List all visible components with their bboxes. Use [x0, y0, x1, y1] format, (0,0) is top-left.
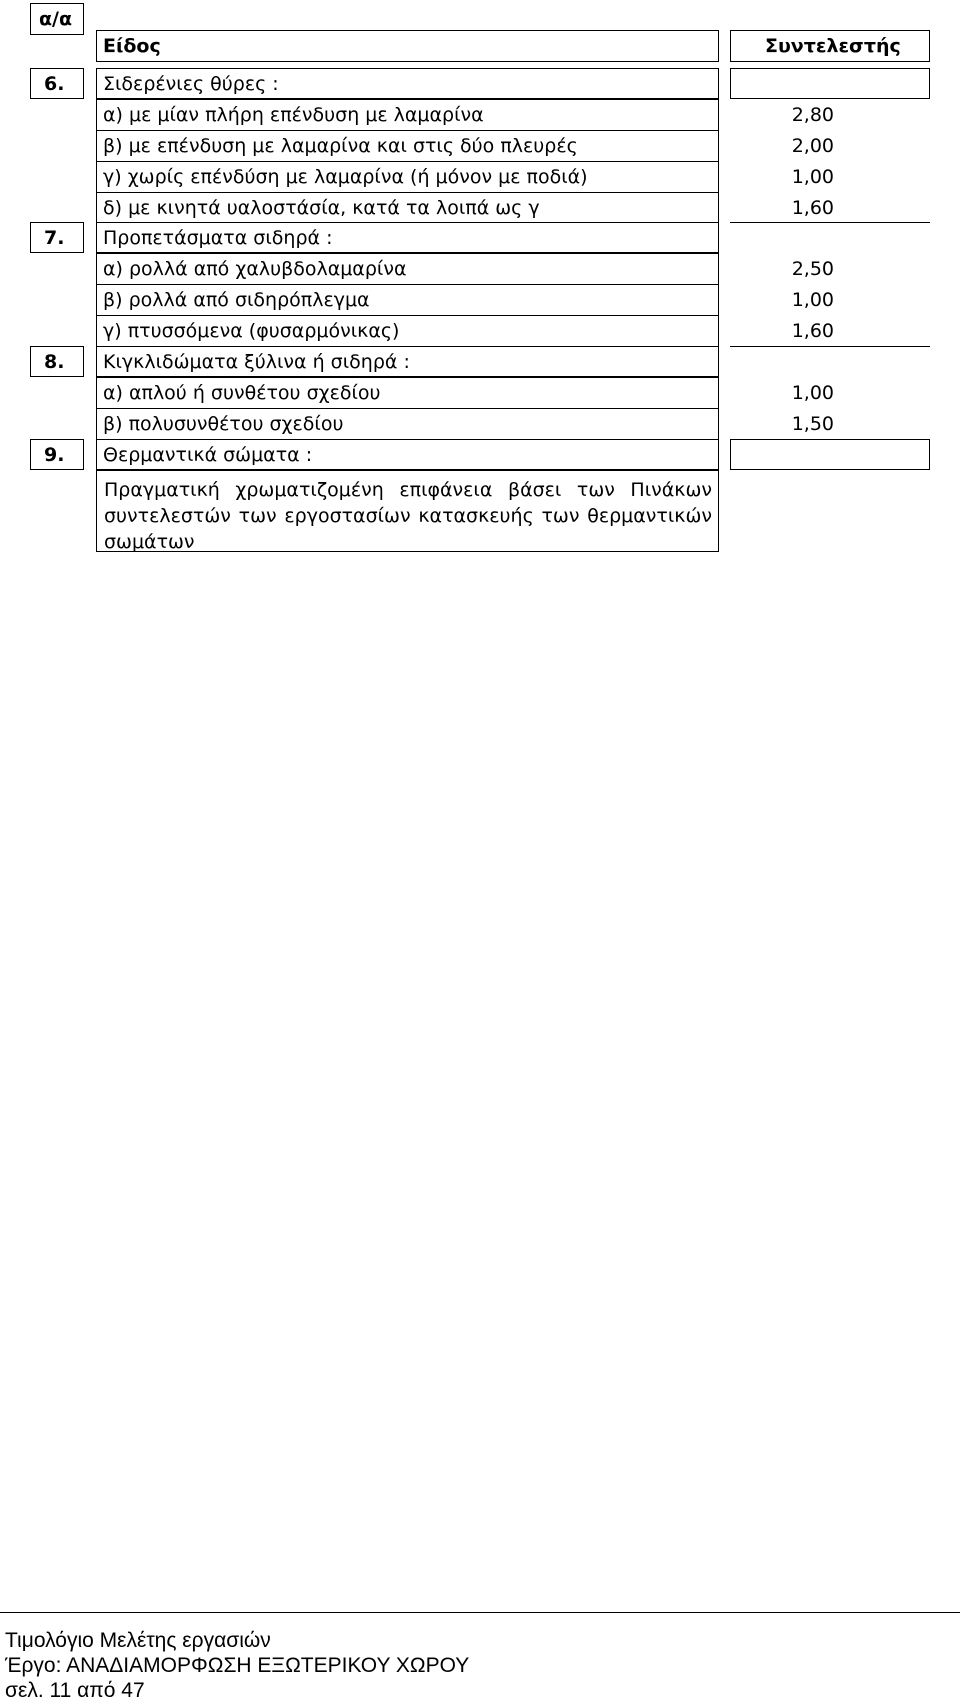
row-divider [96, 130, 719, 131]
item-value: 1,50 [791, 413, 834, 435]
row-divider [96, 192, 719, 193]
section-number: 7. [44, 227, 65, 249]
item-text: γ) πτυσσόμενα (φυσαρμόνικας) [103, 320, 400, 342]
section-value-box [730, 68, 930, 99]
item-value: 1,00 [791, 289, 834, 311]
aa-header-label: α/α [39, 8, 73, 30]
eidos-header-box [96, 30, 719, 62]
item-text: β) πολυσυνθέτου σχεδίου [103, 413, 344, 435]
footer-rule [0, 1612, 960, 1613]
footer-document-title: Τιμολόγιο Μελέτης εργασιών [5, 1629, 271, 1652]
section-title: Προπετάσματα σιδηρά : [103, 227, 333, 249]
section-title: Σιδερένιες θύρες : [103, 73, 279, 95]
item-text: δ) με κινητά υαλοστάσία, κατά τα λοιπά ως γ [103, 197, 540, 219]
section-value-box [730, 439, 930, 470]
item-text: α) απλού ή συνθέτου σχεδίου [103, 382, 381, 404]
row-divider [96, 408, 719, 409]
syntelestis-header-label: Συντελεστής [765, 35, 901, 57]
section-number: 8. [44, 351, 65, 373]
section-end-line [730, 222, 930, 223]
row-divider [96, 315, 719, 316]
section-title: Θερμαντικά σώματα : [103, 444, 313, 466]
footer-project-name: Έργο: ΑΝΑΔΙΑΜΟΡΦΩΣΗ ΕΞΩΤΕΡΙΚΟΥ ΧΩΡΟΥ [5, 1654, 470, 1677]
item-value: 1,60 [791, 320, 834, 342]
eidos-header-label: Είδος [103, 35, 161, 57]
item-value: 2,00 [791, 135, 834, 157]
item-text: α) με μίαν πλήρη επένδυση με λαμαρίνα [103, 104, 484, 126]
section-number: 6. [44, 73, 65, 95]
section-title: Κιγκλιδώματα ξύλινα ή σιδηρά : [103, 351, 410, 373]
item-text: β) με επένδυση με λαμαρίνα και στις δύο πλευρές [103, 135, 578, 157]
item-value: 1,00 [791, 166, 834, 188]
section-number: 9. [44, 444, 65, 466]
row-divider [96, 161, 719, 162]
item-value: 1,00 [791, 382, 834, 404]
item-text: β) ρολλά από σιδηρόπλεγμα [103, 289, 370, 311]
section-end-line [730, 346, 930, 347]
footer-page-number: σελ. 11 από 47 [5, 1679, 145, 1702]
item-value: 2,50 [791, 258, 834, 280]
row-divider [96, 284, 719, 285]
item-value: 2,80 [791, 104, 834, 126]
item-value: 1,60 [791, 197, 834, 219]
item-text: α) ρολλά από χαλυβδολαμαρίνα [103, 258, 407, 280]
item-text: γ) χωρίς επένδύση με λαμαρίνα (ή μόνον με ποδιά) [103, 166, 588, 188]
section-description: Πραγματική χρωματιζομένη επιφάνεια βάσει των Πινάκων συντελεστών των εργοστασίων κατασκευής των θερμαντικών σωμάτων [104, 479, 712, 553]
